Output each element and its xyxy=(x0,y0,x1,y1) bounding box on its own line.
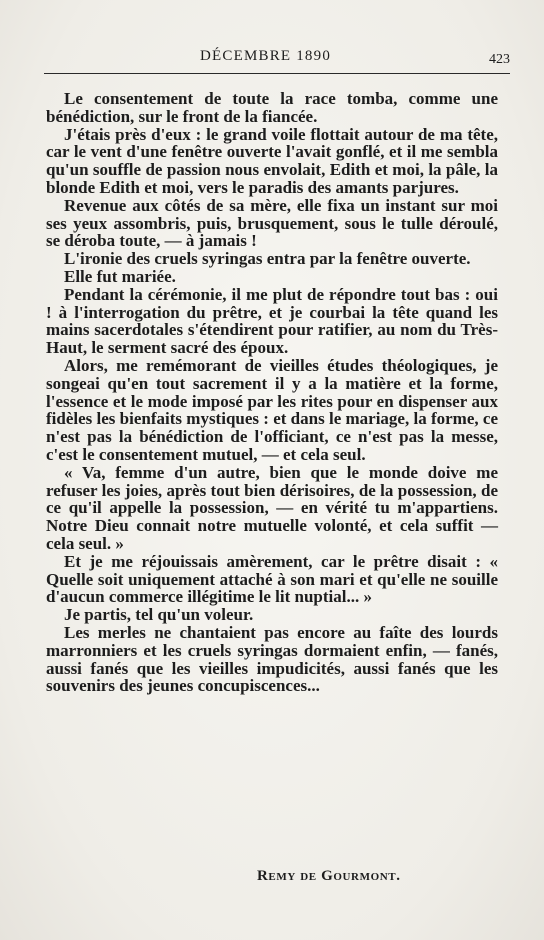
paragraph: Alors, me remémorant de vieilles études théologiques, je songeai qu'en tout sacrement il y a la matière et la forme, l'essence et le mode imposé par les rites pour en dispenser aux fidèles les bienfaits mystiques : et dans le mariage, la forme, ce n'est pas la bénédiction de l'officiant, ce n'est pas la messe, c'est le consentement mutuel, — et cela seul. xyxy=(46,355,498,464)
paragraph: Revenue aux côtés de sa mère, elle fixa un instant sur moi ses yeux assombris, puis, brusquement, sous le tulle déroulé, se déroba toute, — à jamais ! xyxy=(46,195,498,251)
paragraph: L'ironie des cruels syringas entra par la fenêtre ouverte. xyxy=(64,249,471,269)
paragraph: Le consentement de toute la race tomba, comme une bénédiction, sur le front de la fiancée. xyxy=(46,89,498,126)
paragraph: « Va, femme d'un autre, bien que le monde doive me refuser les joies, après tout bien dérisoires, de la possession, de ce qu'il appelle la possession, — en vérité tu m'appartiens. Notre Dieu connait notre mutuelle volonté, et cela suffit — cela seul. » xyxy=(46,462,498,553)
paragraph: Pendant la cérémonie, il me plut de répondre tout bas : oui ! à l'interrogation du prêtre, et je courbai la tête quand les mains sacerdotales s'étendirent pour ratifier, au nom du Très-Haut, le serment sacré des époux. xyxy=(46,284,498,358)
paragraph: Elle fut mariée. xyxy=(64,266,176,286)
paragraph: Je partis, tel qu'un voleur. xyxy=(64,605,254,625)
page-number: 423 xyxy=(489,52,510,67)
running-head: DÉCEMBRE 1890 xyxy=(200,48,332,64)
body-text xyxy=(46,90,498,695)
paragraph: Les merles ne chantaient pas encore au faîte des lourds marronniers et les cruels syringas dormaient enfin, — fanés, aussi fanés que les vieilles impudicités, aussi fanés que les souvenirs des jeunes concupiscences... xyxy=(46,622,498,696)
header-rule xyxy=(44,73,510,74)
author-signature: Remy de Gourmont. xyxy=(257,868,401,884)
paragraph: Et je me réjouissais amèrement, car le prêtre disait : « Quelle soit uniquement attaché à son mari et qu'elle ne souille d'aucun commerce illégitime le lit nuptial... » xyxy=(46,551,498,607)
paragraph: J'étais près d'eux : le grand voile flottait autour de ma tête, car le vent d'une fenêtre ouverte l'avait gonflé, et il me sembla qu'un souffle de passion nous envolait, Edith et moi, la pâle, la blonde Edith et moi, vers le paradis des amants parjures. xyxy=(46,124,498,197)
page-header xyxy=(40,46,510,68)
